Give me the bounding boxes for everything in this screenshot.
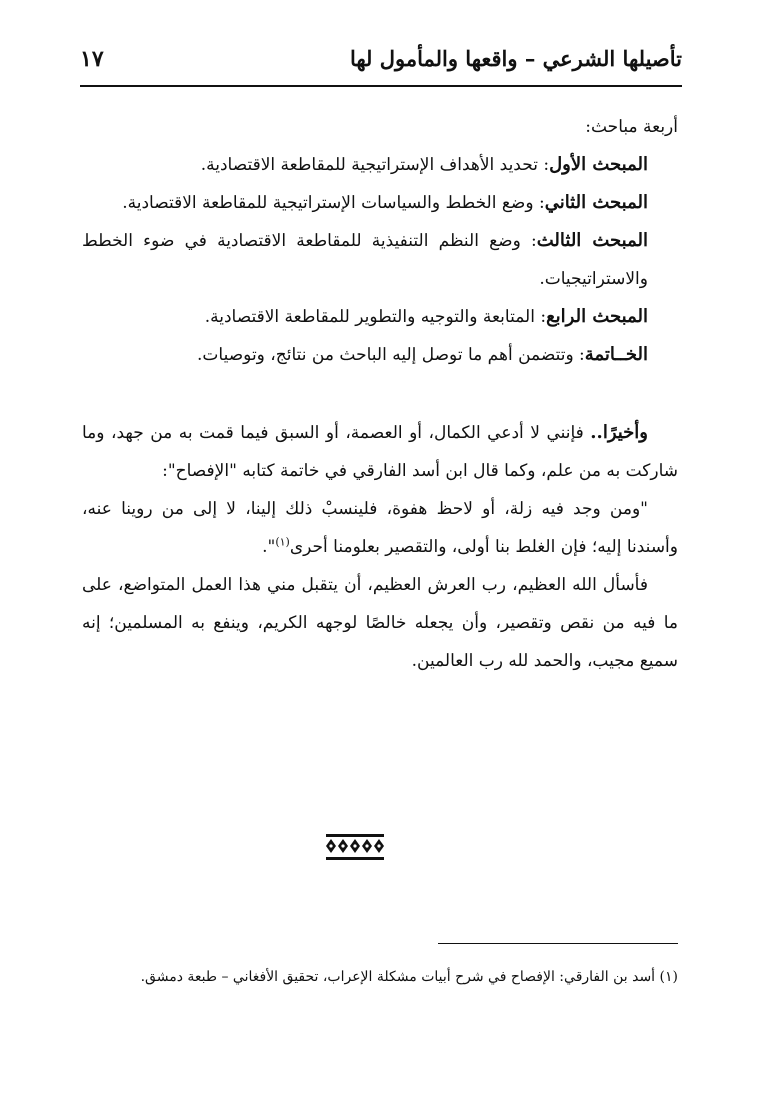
quote-text: "ومن وجد فيه زلة، أو لاحظ هفوة، فلينسبْ ذلك إلينا، لا إلى من روينا عنه، وأسندنا إليه؛ فإن الغلط بنا أولى، والتقصير بعلومنا أحرى — [82, 499, 678, 557]
footnote-divider — [438, 943, 678, 944]
section-item-3 — [82, 222, 678, 298]
section-label: المبحث الثاني — [544, 192, 648, 213]
section-item-2 — [82, 184, 678, 222]
section-label: المبحث الرابع — [546, 306, 648, 327]
section-text: : وتتضمن أهم ما توصل إليه الباحث من نتائج، وتوصيات. — [197, 345, 585, 365]
section-label: الخــاتمة — [584, 344, 648, 365]
quote-end: ". — [262, 537, 276, 557]
running-header — [80, 46, 682, 82]
section-text: : تحديد الأهداف الإستراتيجية للمقاطعة الاقتصادية. — [200, 155, 550, 175]
section-item-4 — [82, 298, 678, 336]
ornament-icon — [326, 834, 384, 860]
closing-text: فإنني لا أدعي الكمال، أو العصمة، أو السبق فيما قمت به من جهد، وما شاركت به من علم، وكما قال ابن أسد الفارقي في خاتمة كتابه "الإفصاح": — [82, 423, 678, 481]
header-title: تأصيلها الشرعي – واقعها والمأمول لها — [349, 46, 682, 71]
section-item-1 — [82, 146, 678, 184]
quote-paragraph — [82, 490, 678, 566]
footnote-text: (١) أسد بن الفارقي: الإفصاح في شرح أبيات مشكلة الإعراب، تحقيق الأفغاني – طبعة دمشق. — [140, 969, 678, 985]
sections-intro: أربعة مباحث: — [585, 117, 678, 137]
paragraph-gap — [82, 374, 678, 414]
prayer-paragraph: فأسأل الله العظيم، رب العرش العظيم، أن يتقبل مني هذا العمل المتواضع، على ما فيه من نقص وتقصير، وأن يجعله خالصًا لوجهه الكريم، وينفع به المسلمين؛ إنه سميع مجيب، والحمد لله رب العالمين. — [82, 575, 678, 671]
section-label: المبحث الثالث — [536, 230, 648, 251]
closing-lead: وأخيرًا.. — [590, 422, 648, 443]
closing-paragraph — [82, 414, 678, 490]
body-text — [82, 108, 678, 680]
header-divider — [80, 85, 682, 87]
section-text: : وضع الخطط والسياسات الإستراتيجية للمقاطعة الاقتصادية. — [122, 193, 545, 213]
section-text: : وضع النظم التنفيذية للمقاطعة الاقتصادية في ضوء الخطط والاستراتيجيات. — [82, 231, 648, 289]
page-number: ١٧ — [80, 46, 104, 72]
section-text: : المتابعة والتوجيه والتطوير للمقاطعة الاقتصادية. — [204, 307, 547, 327]
section-item-conclusion — [82, 336, 678, 374]
footnote-reference[interactable]: (١) — [275, 535, 290, 549]
section-label: المبحث الأول — [549, 154, 648, 175]
